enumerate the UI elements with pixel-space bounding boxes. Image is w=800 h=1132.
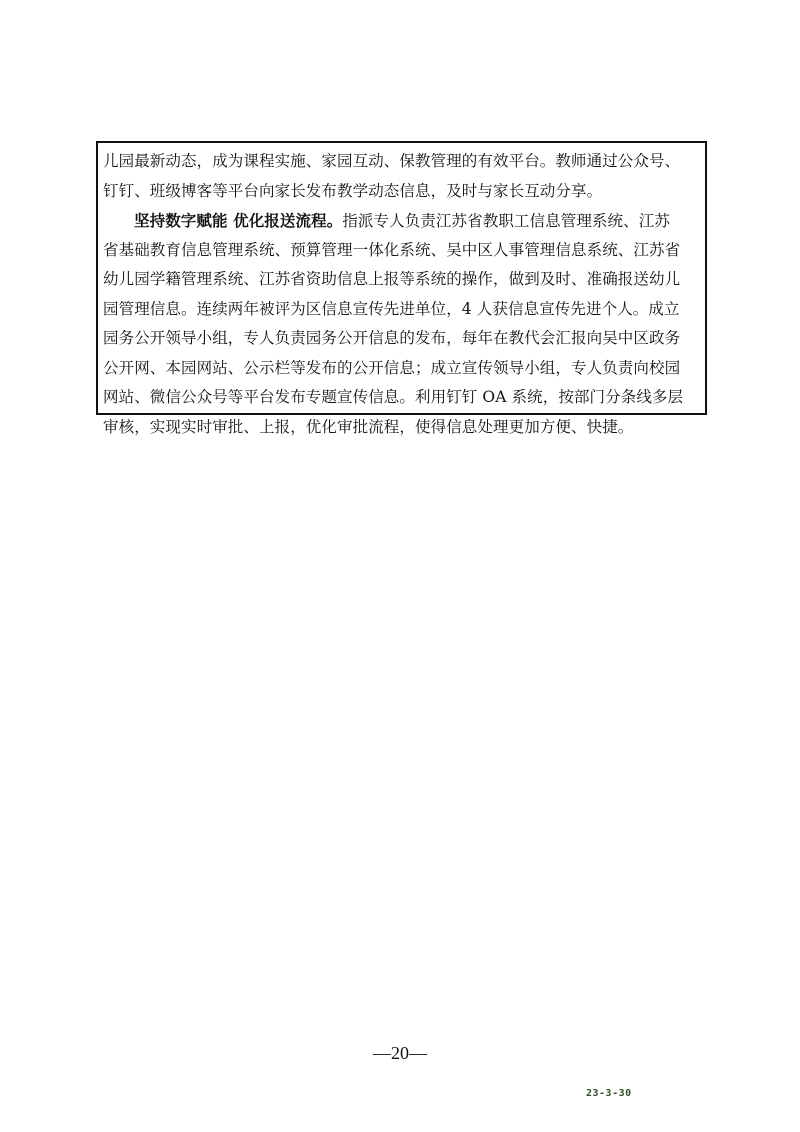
paragraph-line: 钉钉、班级博客等平台向家长发布教学动态信息，及时与家长互动分享。 [103, 181, 603, 200]
date-stamp: 23-3-30 [586, 1088, 632, 1099]
paragraph-line: 网站、微信公众号等平台发布专题宣传信息。利用钉钉 OA 系统，按部门分条线多层 [103, 388, 684, 406]
paragraph-line: 幼儿园学籍管理系统、江苏省资助信息上报等系统的操作，做到及时、准确报送幼儿 [103, 270, 681, 288]
paragraph-line: 儿园最新动态，成为课程实施、家园互动、保教管理的有效平台。教师通过公众号、 [103, 152, 681, 170]
paragraph-line: 园管理信息。连续两年被评为区信息宣传先进单位，4 人获信息宣传先进个人。成立 [103, 299, 680, 318]
paragraph-line: 园务公开领导小组，专人负责园务公开信息的发布，每年在教代会汇报向吴中区政务 [103, 329, 681, 347]
section-heading: 坚持数字赋能 优化报送流程。 [134, 211, 343, 230]
paragraph-line [103, 206, 700, 236]
document-text-box [96, 141, 707, 436]
paragraph-text: 指派专人负责江苏省教职工信息管理系统、江苏 [342, 212, 670, 230]
page-number: —20— [373, 1043, 427, 1063]
paragraph-line: 审核，实现实时审批、上报，优化审批流程，使得信息处理更加方便、快捷。 [103, 417, 634, 436]
paragraph-line: 省基础教育信息管理系统、预算管理一体化系统、吴中区人事管理信息系统、江苏省 [103, 240, 681, 259]
paragraph-line: 公开网、本园网站、公示栏等发布的公开信息；成立宣传领导小组，专人负责向校园 [103, 358, 681, 377]
